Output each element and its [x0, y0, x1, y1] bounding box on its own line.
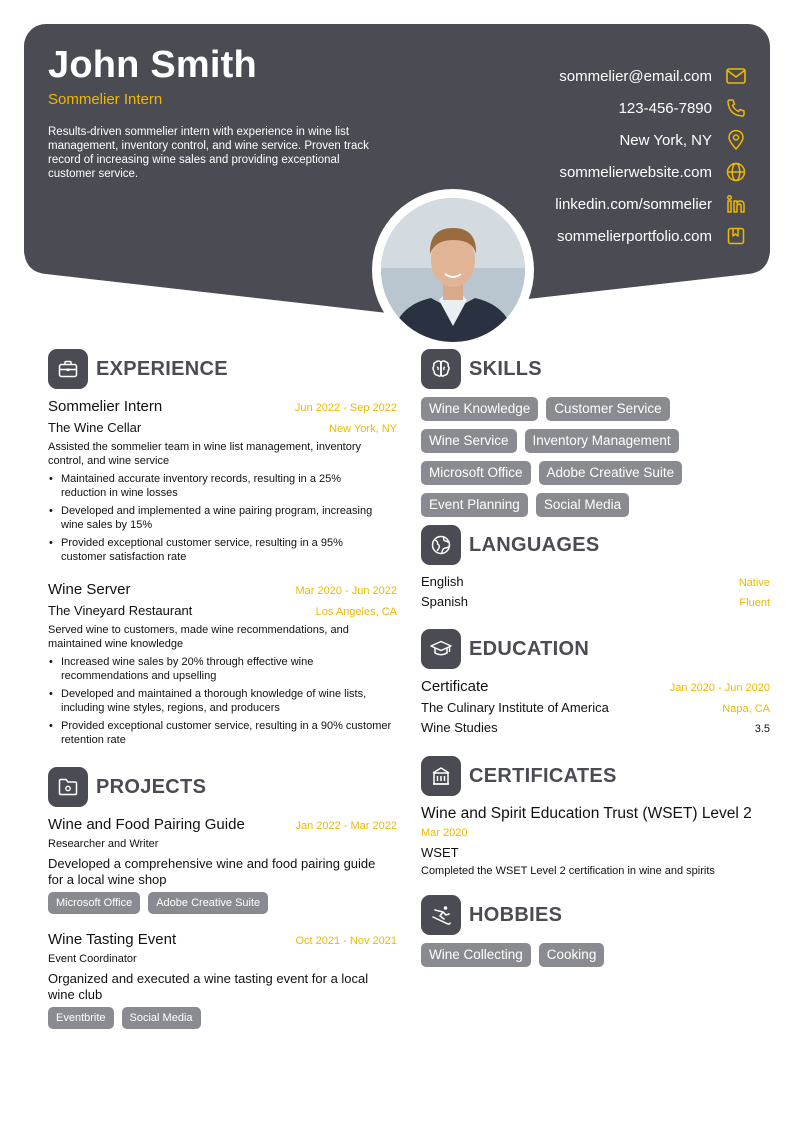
contact-portfolio-text: sommelierportfolio.com — [556, 227, 712, 245]
project-1-tags — [48, 892, 397, 914]
projects-section-header — [48, 767, 206, 807]
education-school-row — [421, 700, 770, 715]
skills-tags — [421, 397, 770, 525]
contact-location[interactable] — [346, 128, 746, 152]
job-1-description: Assisted the sommelier team in wine list management, inventory control, and wine service — [48, 441, 362, 467]
tag: Social Media — [122, 1007, 201, 1029]
contact-phone-text: 123-456-7890 — [618, 99, 712, 117]
languages-section-header — [421, 525, 599, 565]
education-gpa: 3.5 — [754, 723, 770, 735]
bullet-item: • Developed and implemented a wine pairing program, increasing wine sales by 15% — [48, 504, 378, 532]
skill-tag: Inventory Management — [525, 429, 679, 453]
tag: Adobe Creative Suite — [148, 892, 268, 914]
skills-section-header — [421, 349, 542, 389]
skill-tag: Event Planning — [421, 493, 528, 517]
bullet-item: • Provided exceptional customer service, resulting in a 95% customer satisfaction rate — [48, 536, 378, 564]
job-2-subheader — [48, 603, 397, 618]
tag: Eventbrite — [48, 1007, 114, 1029]
project-1-header — [48, 816, 397, 833]
project-2-role: Event Coordinator — [48, 953, 137, 965]
folder-icon — [48, 767, 88, 807]
contact-linkedin-text: linkedin.com/sommelier — [555, 195, 712, 213]
bullet-item: • Provided exceptional customer service, resulting in a 90% customer retention rate — [48, 719, 393, 747]
summary-text: Results-driven sommelier intern with experience in wine list management, inventory control, and wine service. Proven track record of increasing wine sales and providing exceptional customer service. — [48, 126, 369, 180]
contact-website[interactable] — [346, 160, 746, 184]
job-2-location: Los Angeles, CA — [315, 606, 397, 618]
certificate-issuer: WSET — [421, 845, 459, 860]
job-2-description: Served wine to customers, made wine recommendations, and maintained wine knowledge — [48, 624, 349, 650]
skill-tag: Microsoft Office — [421, 461, 531, 485]
certificates-section-header — [421, 756, 617, 796]
candidate-title: Sommelier Intern — [48, 91, 163, 108]
language-globe-icon — [421, 525, 461, 565]
job-2-role: Wine Server — [48, 581, 131, 598]
skiing-icon — [421, 895, 461, 935]
bullet-item: • Increased wine sales by 20% through effective wine recommendations and upselling — [48, 655, 393, 683]
mail-icon — [726, 66, 746, 86]
section-title: EDUCATION — [469, 637, 590, 660]
certificate-date: Mar 2020 — [421, 827, 468, 839]
bookmark-icon — [726, 226, 746, 246]
project-2-description: Organized and executed a wine tasting event for a local wine club — [48, 971, 369, 1002]
job-1-header — [48, 398, 397, 415]
contact-phone[interactable] — [346, 96, 746, 120]
job-1-location: New York, NY — [329, 423, 397, 435]
section-title: CERTIFICATES — [469, 764, 617, 787]
education-header — [421, 678, 770, 695]
project-1-name: Wine and Food Pairing Guide — [48, 816, 245, 833]
job-1-dates: Jun 2022 - Sep 2022 — [294, 402, 397, 414]
section-title: HOBBIES — [469, 903, 563, 926]
job-2-company: The Vineyard Restaurant — [48, 603, 193, 618]
certificate-description: Completed the WSET Level 2 certification in wine and spirits — [421, 865, 715, 877]
education-dates: Jan 2020 - Jun 2020 — [669, 682, 770, 694]
brain-icon — [421, 349, 461, 389]
bullet-item: • Developed and maintained a thorough knowledge of wine lists, including wine styles, regions, and producers — [48, 687, 393, 715]
section-title: PROJECTS — [96, 775, 207, 798]
section-title: LANGUAGES — [469, 533, 600, 556]
location-pin-icon — [726, 130, 746, 150]
project-2-name: Wine Tasting Event — [48, 931, 177, 948]
bullet-item: • Maintained accurate inventory records, resulting in a 25% reduction in wine losses — [48, 472, 378, 500]
phone-icon — [726, 98, 746, 118]
skill-tag: Wine Service — [421, 429, 517, 453]
education-school: The Culinary Institute of America — [421, 700, 609, 715]
linkedin-icon — [726, 194, 746, 214]
project-2-header — [48, 931, 397, 948]
profile-photo — [381, 198, 525, 342]
institution-icon — [421, 756, 461, 796]
graduation-cap-icon — [421, 629, 461, 669]
job-1-company: The Wine Cellar — [48, 420, 142, 435]
briefcase-icon — [48, 349, 88, 389]
education-section-header — [421, 629, 589, 669]
section-title: SKILLS — [469, 357, 542, 380]
job-2-bullets — [48, 655, 393, 751]
language-name: English — [421, 574, 464, 589]
hobby-tag: Wine Collecting — [421, 943, 531, 967]
language-row — [421, 594, 770, 609]
hobbies-tags — [421, 943, 770, 975]
project-1-dates: Jan 2022 - Mar 2022 — [295, 820, 397, 832]
education-location: Napa, CA — [722, 703, 770, 715]
job-2-dates: Mar 2020 - Jun 2022 — [295, 585, 397, 597]
contact-website-text: sommelierwebsite.com — [559, 163, 712, 181]
education-degree: Certificate — [421, 678, 489, 695]
contact-email[interactable] — [346, 64, 746, 88]
experience-section-header — [48, 349, 228, 389]
project-1-description: Developed a comprehensive wine and food pairing guide for a local wine shop — [48, 856, 376, 887]
language-level: Native — [738, 577, 770, 589]
hobby-tag: Cooking — [539, 943, 605, 967]
contact-location-text: New York, NY — [619, 131, 712, 149]
certificate-name: Wine and Spirit Education Trust (WSET) Level 2 — [421, 805, 752, 822]
globe-icon — [726, 162, 746, 182]
project-1-role: Researcher and Writer — [48, 838, 159, 850]
skill-tag: Social Media — [536, 493, 629, 517]
job-1-bullets — [48, 472, 378, 568]
hobbies-section-header — [421, 895, 562, 935]
job-1-subheader — [48, 420, 397, 435]
skill-tag: Customer Service — [546, 397, 669, 421]
section-title: EXPERIENCE — [96, 357, 228, 380]
education-field: Wine Studies — [421, 720, 498, 735]
skill-tag: Wine Knowledge — [421, 397, 538, 421]
skill-tag: Adobe Creative Suite — [539, 461, 683, 485]
project-2-tags — [48, 1007, 397, 1029]
language-row — [421, 574, 770, 589]
contact-email-text: sommelier@email.com — [559, 67, 712, 85]
language-level: Fluent — [739, 597, 770, 609]
job-1-role: Sommelier Intern — [48, 398, 163, 415]
project-2-dates: Oct 2021 - Nov 2021 — [295, 935, 397, 947]
candidate-name: John Smith — [48, 44, 257, 86]
job-2-header — [48, 581, 397, 598]
education-field-row — [421, 720, 770, 735]
language-name: Spanish — [421, 594, 468, 609]
tag: Microsoft Office — [48, 892, 140, 914]
